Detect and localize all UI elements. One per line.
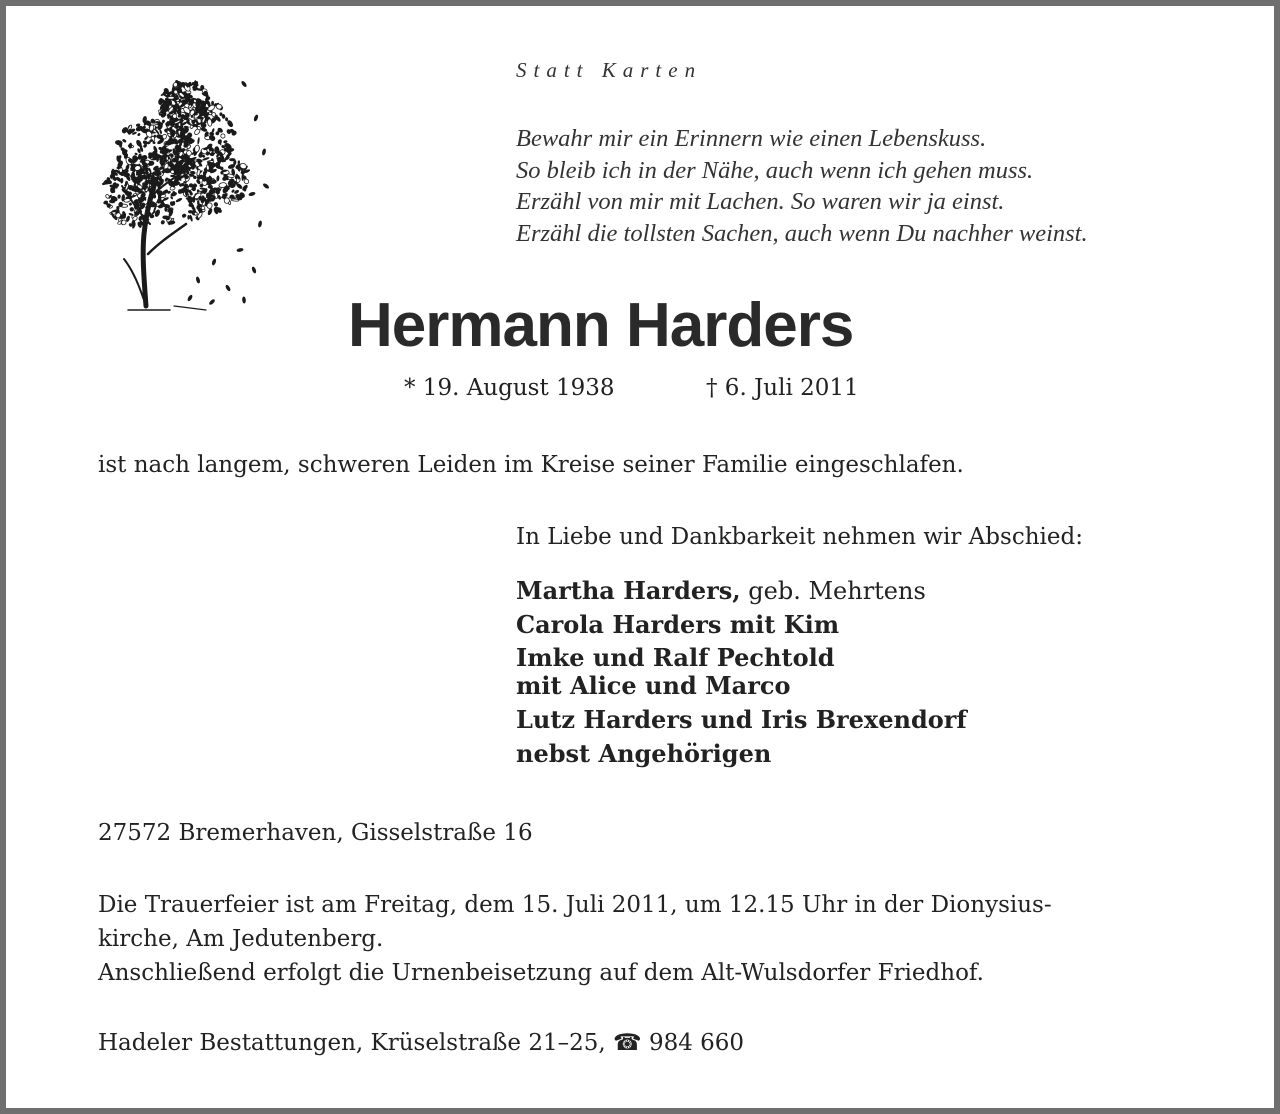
- poem-line: Bewahr mir ein Erinnern wie einen Lebenskuss.: [516, 125, 987, 152]
- statt-karten-heading: Statt Karten: [516, 58, 703, 82]
- signer-name: Imke und Ralf Pechtold: [516, 643, 835, 672]
- signer-suffix: geb. Mehrtens: [740, 577, 926, 605]
- signer-name: Carola Harders mit Kim: [516, 610, 840, 639]
- funeral-service: [98, 888, 1052, 990]
- signer-name: Lutz Harders und Iris Brexendorf: [516, 705, 967, 734]
- windblown-tree-icon: [94, 74, 274, 316]
- signer-name: Martha Harders,: [516, 576, 741, 605]
- poem-line: So bleib ich in der Nähe, auch wenn ich gehen muss.: [516, 156, 1034, 184]
- signer: [516, 739, 967, 768]
- service-line: kirche, Am Jedutenberg.: [98, 926, 384, 952]
- signer-name: nebst Angehörigen: [516, 739, 772, 768]
- statement: ist nach langem, schweren Leiden im Kreise seiner Familie eingeschlafen.: [98, 452, 964, 478]
- signer: [516, 576, 967, 605]
- signer-name: mit Alice und Marco: [516, 671, 791, 700]
- signer: [516, 644, 967, 672]
- birth-date: * 19. August 1938: [404, 375, 615, 401]
- poem-line: Erzähl von mir mit Lachen. So waren wir ja einst.: [516, 188, 1005, 216]
- death-date: † 6. Juli 2011: [706, 375, 859, 401]
- poem: [516, 123, 1088, 250]
- poem-line: Erzähl die tollsten Sachen, auch wenn Du nachher weinst.: [516, 220, 1088, 248]
- farewell-line: In Liebe und Dankbarkeit nehmen wir Abschied:: [516, 524, 1083, 550]
- deceased-name: Hermann Harders: [348, 291, 854, 360]
- signers-list: [516, 576, 967, 768]
- service-line: Anschließend erfolgt die Urnenbeisetzung auf dem Alt-Wulsdorfer Friedhof.: [98, 960, 984, 986]
- signer: [516, 610, 967, 639]
- signer: [516, 672, 967, 700]
- obituary-notice: [6, 6, 1274, 1108]
- address: 27572 Bremerhaven, Gisselstraße 16: [98, 820, 533, 846]
- undertaker-info: Hadeler Bestattungen, Krüselstraße 21–25, ☎ 984 660: [98, 1030, 745, 1056]
- service-line: Die Trauerfeier ist am Freitag, dem 15. Juli 2011, um 12.15 Uhr in der Dionysius-: [98, 892, 1052, 918]
- signer: [516, 705, 967, 734]
